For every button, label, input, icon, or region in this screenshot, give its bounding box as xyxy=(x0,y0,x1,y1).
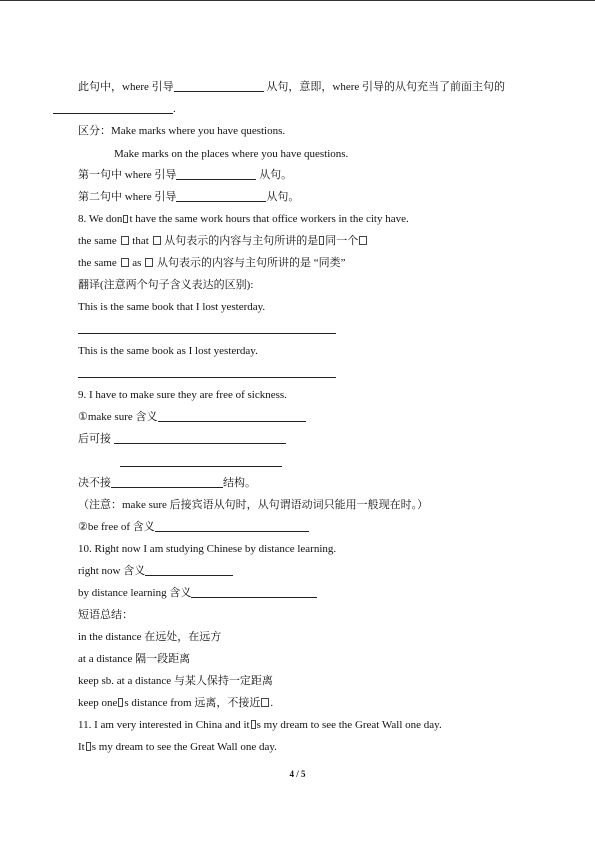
line-translate-note: 翻译(注意两个句子含义表达的区别): xyxy=(78,279,254,291)
text-segment: 决不接 xyxy=(78,477,111,489)
text-segment: the same xyxy=(78,235,120,247)
text-segment: the same xyxy=(78,257,120,269)
text-segment: ①make sure 含义 xyxy=(78,411,158,423)
text-segment: 从句表示的内容与主句所讲的是 “同类” xyxy=(154,257,346,269)
phrase-in-the-distance: in the distance 在远处，在远方 xyxy=(78,631,222,643)
line-phrase-summary: 短语总结： xyxy=(78,609,133,621)
answer-blank[interactable] xyxy=(176,190,266,202)
text-segment: 结构。 xyxy=(223,477,256,489)
text-segment: 从句表示的内容与主句所讲的是 xyxy=(161,235,319,247)
text-segment: 11. I am very interested in China and it xyxy=(78,719,250,731)
text-segment: 从句。 xyxy=(256,169,293,181)
text-segment: 从句，意即，where 引导的从句充当了前面主句的 xyxy=(263,81,505,93)
missing-glyph-box xyxy=(121,236,129,245)
line-distinguish: 区分：Make marks where you have questions. xyxy=(78,125,286,137)
text-segment: right now 含义 xyxy=(78,565,146,577)
missing-glyph-box xyxy=(121,258,129,267)
line-first-sentence xyxy=(78,168,292,182)
answer-blank[interactable] xyxy=(191,586,317,598)
text-segment: 从句。 xyxy=(266,191,300,203)
line-distance-learning-meaning xyxy=(78,586,317,600)
translation-answer-line[interactable] xyxy=(78,333,336,334)
answer-blank[interactable] xyxy=(53,102,173,114)
missing-glyph-box xyxy=(118,698,123,707)
text-segment: 后可接 xyxy=(78,433,114,445)
line-can-follow xyxy=(78,432,286,446)
line-never-follow xyxy=(78,476,256,490)
sentence-same-that: This is the same book that I lost yesterday. xyxy=(78,301,266,313)
text-segment: 此句中，where 引导 xyxy=(78,81,174,93)
header-rule xyxy=(0,0,595,1)
question-8 xyxy=(78,212,409,226)
line-same-that xyxy=(78,234,368,248)
missing-glyph-box xyxy=(319,236,324,245)
text-segment: s my dream to see the Great Wall one day. xyxy=(91,741,277,753)
page-number: 4 / 5 xyxy=(289,769,306,779)
answer-blank[interactable] xyxy=(145,564,233,576)
line-make-sure-meaning xyxy=(78,410,306,424)
missing-glyph-box xyxy=(86,742,91,751)
line-second-sentence xyxy=(78,190,299,204)
answer-blank[interactable] xyxy=(155,520,309,532)
answer-blank[interactable] xyxy=(174,80,264,92)
translation-answer-line[interactable] xyxy=(78,377,336,378)
text-segment: . xyxy=(270,697,274,709)
line-example-2: Make marks on the places where you have questions. xyxy=(114,148,349,160)
missing-glyph-box xyxy=(123,215,128,223)
line-right-now-meaning xyxy=(78,564,233,578)
question-10: 10. Right now I am studying Chinese by distance learning. xyxy=(78,543,337,555)
question-9: 9. I have to make sure they are free of sickness. xyxy=(78,389,287,401)
answer-blank[interactable] xyxy=(176,168,256,180)
text-segment: 8. We don xyxy=(78,213,123,225)
line-free-of-meaning xyxy=(78,520,309,534)
missing-glyph-box xyxy=(359,236,367,245)
missing-glyph-box xyxy=(153,236,161,245)
line-where-clause xyxy=(78,80,505,94)
question-11 xyxy=(78,718,442,732)
phrase-at-a-distance: at a distance 隔一段距离 xyxy=(78,653,191,665)
text-segment: . xyxy=(173,103,176,115)
text-segment: by distance learning 含义 xyxy=(78,587,192,599)
line-where-clause-cont xyxy=(53,102,176,116)
line-same-as xyxy=(78,256,345,270)
text-segment: s distance from 远离，不接近 xyxy=(124,697,261,709)
sentence-same-as: This is the same book as I lost yesterday. xyxy=(78,345,258,357)
text-segment: keep one xyxy=(78,697,118,709)
missing-glyph-box xyxy=(145,258,153,267)
text-segment: 第一句中 where 引导 xyxy=(78,169,177,181)
text-segment: s my dream to see the Great Wall one day. xyxy=(256,719,442,731)
line-make-sure-note: （注意：make sure 后接宾语从句时，从句谓语动词只能用一般现在时。） xyxy=(78,499,429,511)
phrase-keep-ones-distance xyxy=(78,696,273,710)
phrase-keep-sb-at-a-distance: keep sb. at a distance 与某人保持一定距离 xyxy=(78,675,273,687)
missing-glyph-box xyxy=(261,698,269,707)
sentence-its-my-dream xyxy=(78,740,277,754)
text-segment: t have the same work hours that office workers in the city have. xyxy=(129,213,409,225)
text-segment: that xyxy=(129,235,152,247)
answer-blank[interactable] xyxy=(114,432,286,444)
answer-blank[interactable] xyxy=(111,476,223,488)
answer-line[interactable] xyxy=(120,466,282,467)
text-segment: 第二句中 where 引导 xyxy=(78,191,177,203)
text-segment: as xyxy=(129,257,145,269)
answer-blank[interactable] xyxy=(158,410,306,422)
text-segment: It xyxy=(78,741,85,753)
text-segment: 同一个 xyxy=(325,235,359,247)
missing-glyph-box xyxy=(251,720,256,729)
text-segment: ②be free of 含义 xyxy=(78,521,155,533)
